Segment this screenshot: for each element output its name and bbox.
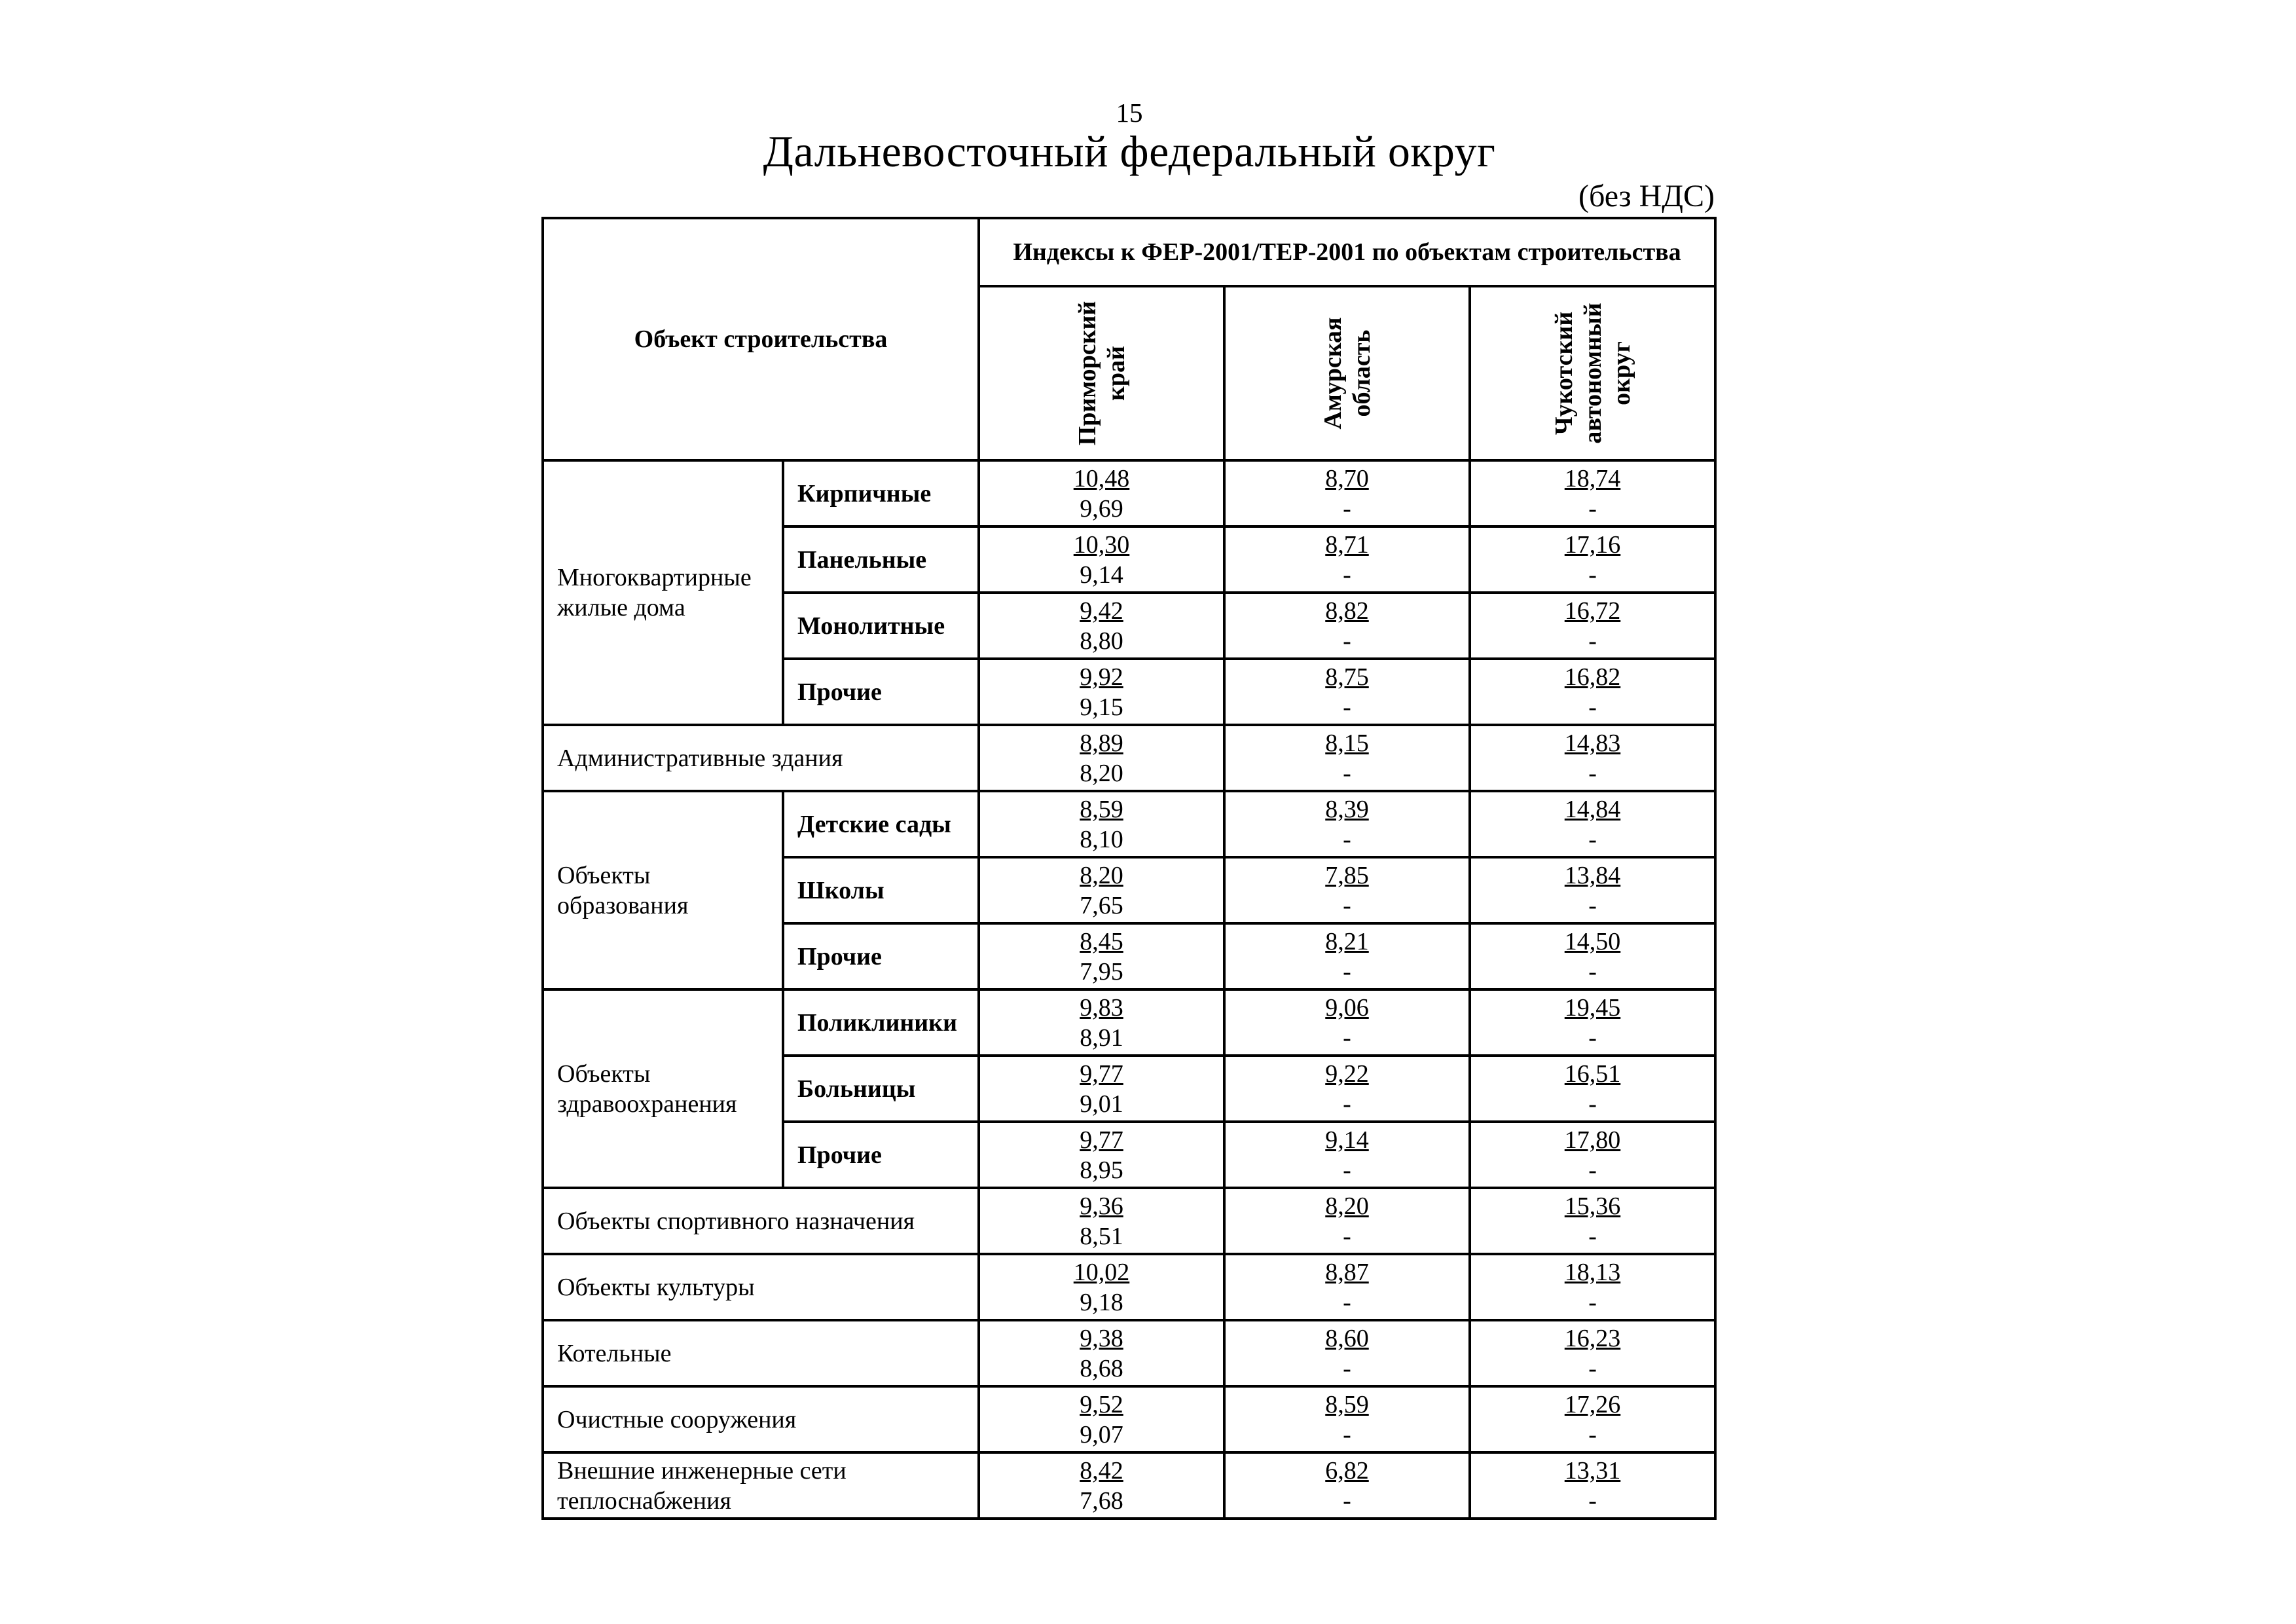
index-value-cell: [1470, 1320, 1715, 1386]
index-value-cell: [1224, 1452, 1470, 1519]
index-value-cell: [1470, 1056, 1715, 1122]
index-value-primary: 9,14: [1325, 1126, 1369, 1154]
object-label: Очистные сооружения: [543, 1386, 979, 1452]
index-value-cell: [979, 1056, 1224, 1122]
subtype-label: Панельные: [783, 526, 979, 593]
table-row: [543, 460, 1715, 526]
index-value-primary: 19,45: [1564, 993, 1621, 1022]
index-value-primary: 9,77: [1080, 1060, 1123, 1088]
index-value-primary: 14,84: [1564, 795, 1621, 823]
index-value-secondary: 8,68: [1080, 1354, 1123, 1382]
group-label: Объекты здравоохранения: [543, 989, 783, 1188]
index-value-primary: 8,21: [1325, 927, 1369, 955]
index-value-cell: [1224, 989, 1470, 1056]
index-value-secondary: 7,65: [1080, 891, 1123, 919]
index-value-cell: [979, 1188, 1224, 1254]
index-value-secondary: -: [1343, 1024, 1351, 1052]
index-value-primary: 10,30: [1073, 530, 1130, 559]
index-value-secondary: -: [1343, 1486, 1351, 1515]
index-value-cell: [1224, 923, 1470, 989]
index-value-cell: [1470, 1386, 1715, 1452]
index-value-cell: [1470, 923, 1715, 989]
index-value-primary: 8,71: [1325, 530, 1369, 559]
index-value-cell: [979, 593, 1224, 659]
index-value-cell: [979, 1386, 1224, 1452]
index-value-cell: [1224, 1254, 1470, 1320]
index-value-secondary: -: [1343, 627, 1351, 655]
index-value-cell: [979, 659, 1224, 725]
group-label: Объекты образования: [543, 791, 783, 989]
index-value-cell: [979, 526, 1224, 593]
table-row: [543, 725, 1715, 791]
index-value-primary: 8,45: [1080, 927, 1123, 955]
subtype-label: Школы: [783, 857, 979, 923]
index-value-primary: 8,15: [1325, 729, 1369, 757]
index-value-primary: 8,59: [1325, 1390, 1369, 1418]
index-value-secondary: -: [1588, 1420, 1597, 1449]
index-value-secondary: -: [1343, 1420, 1351, 1449]
header-row-top: [543, 218, 1715, 286]
index-value-secondary: 9,69: [1080, 494, 1123, 523]
index-value-secondary: -: [1588, 693, 1597, 721]
index-value-primary: 16,23: [1564, 1324, 1621, 1352]
index-value-primary: 13,31: [1564, 1456, 1621, 1485]
region-header: [1470, 286, 1715, 460]
index-value-secondary: -: [1343, 1090, 1351, 1118]
index-value-primary: 7,85: [1325, 861, 1369, 889]
index-value-primary: 17,16: [1564, 530, 1621, 559]
index-value-primary: 9,77: [1080, 1126, 1123, 1154]
index-value-primary: 14,50: [1564, 927, 1621, 955]
index-value-secondary: -: [1588, 1156, 1597, 1184]
index-value-primary: 9,38: [1080, 1324, 1123, 1352]
object-label: Объекты культуры: [543, 1254, 979, 1320]
subtype-label: Больницы: [783, 1056, 979, 1122]
index-value-secondary: 8,91: [1080, 1024, 1123, 1052]
index-value-cell: [1224, 593, 1470, 659]
index-value-secondary: 8,80: [1080, 627, 1123, 655]
index-value-cell: [1224, 725, 1470, 791]
index-value-cell: [979, 725, 1224, 791]
index-value-primary: 14,83: [1564, 729, 1621, 757]
index-value-cell: [1470, 857, 1715, 923]
index-value-primary: 8,87: [1325, 1258, 1369, 1286]
object-label: Объекты спортивного назначения: [543, 1188, 979, 1254]
index-value-secondary: -: [1588, 1090, 1597, 1118]
page-title: Дальневосточный федеральный округ: [763, 126, 1496, 176]
index-value-secondary: -: [1343, 1156, 1351, 1184]
index-value-primary: 8,75: [1325, 663, 1369, 691]
index-value-secondary: 7,68: [1080, 1486, 1123, 1515]
table-row: [543, 1386, 1715, 1452]
region-header: [1224, 286, 1470, 460]
index-value-primary: 18,74: [1564, 464, 1621, 492]
index-value-primary: 9,83: [1080, 993, 1123, 1022]
index-value-secondary: -: [1343, 825, 1351, 853]
index-value-primary: 8,89: [1080, 729, 1123, 757]
index-value-secondary: -: [1343, 759, 1351, 787]
index-value-secondary: -: [1588, 1222, 1597, 1250]
index-value-secondary: 9,01: [1080, 1090, 1123, 1118]
index-value-cell: [979, 989, 1224, 1056]
index-value-primary: 18,13: [1564, 1258, 1621, 1286]
index-value-secondary: -: [1588, 1024, 1597, 1052]
index-value-primary: 8,59: [1080, 795, 1123, 823]
index-value-secondary: -: [1588, 759, 1597, 787]
index-value-primary: 6,82: [1325, 1456, 1369, 1485]
index-value-cell: [979, 791, 1224, 857]
index-value-secondary: 8,51: [1080, 1222, 1123, 1250]
page-number: 15: [1116, 98, 1143, 128]
index-value-secondary: 7,95: [1080, 957, 1123, 986]
index-value-cell: [1224, 1320, 1470, 1386]
index-value-secondary: -: [1588, 825, 1597, 853]
object-label: Котельные: [543, 1320, 979, 1386]
table-row: [543, 791, 1715, 857]
index-value-secondary: -: [1588, 1288, 1597, 1316]
index-value-secondary: 9,15: [1080, 693, 1123, 721]
index-value-cell: [1224, 1122, 1470, 1188]
index-value-cell: [1224, 1188, 1470, 1254]
vat-note: (без НДС): [1578, 179, 1715, 213]
index-value-primary: 9,92: [1080, 663, 1123, 691]
index-value-secondary: -: [1343, 1222, 1351, 1250]
table-row: [543, 1320, 1715, 1386]
index-value-cell: [1470, 791, 1715, 857]
index-value-primary: 17,80: [1564, 1126, 1621, 1154]
object-label: Внешние инженерные сети теплоснабжения: [543, 1452, 979, 1519]
index-value-cell: [1470, 659, 1715, 725]
subtype-label: Монолитные: [783, 593, 979, 659]
index-value-secondary: -: [1588, 1354, 1597, 1382]
index-value-cell: [1470, 1188, 1715, 1254]
object-label: Административные здания: [543, 725, 979, 791]
index-value-secondary: -: [1343, 561, 1351, 589]
region-label: Чукотский автономный округ: [1550, 303, 1635, 444]
table-row: [543, 1254, 1715, 1320]
index-value-primary: 16,51: [1564, 1060, 1621, 1088]
index-value-cell: [979, 1122, 1224, 1188]
index-value-secondary: 9,07: [1080, 1420, 1123, 1449]
index-value-cell: [979, 460, 1224, 526]
index-value-cell: [1224, 526, 1470, 593]
region-header: [979, 286, 1224, 460]
index-value-cell: [1470, 593, 1715, 659]
index-value-primary: 13,84: [1564, 861, 1621, 889]
subtype-label: Кирпичные: [783, 460, 979, 526]
index-value-cell: [1224, 659, 1470, 725]
index-value-primary: 8,60: [1325, 1324, 1369, 1352]
table-row: [543, 1188, 1715, 1254]
index-value-cell: [1470, 460, 1715, 526]
index-value-secondary: -: [1588, 627, 1597, 655]
index-value-secondary: -: [1343, 957, 1351, 986]
index-value-secondary: -: [1343, 494, 1351, 523]
index-value-secondary: -: [1588, 891, 1597, 919]
subtype-label: Детские сады: [783, 791, 979, 857]
index-value-cell: [1224, 460, 1470, 526]
index-value-primary: 8,70: [1325, 464, 1369, 492]
index-value-primary: 8,39: [1325, 795, 1369, 823]
index-value-primary: 9,06: [1325, 993, 1369, 1022]
index-value-cell: [1470, 989, 1715, 1056]
index-value-primary: 17,26: [1564, 1390, 1621, 1418]
index-value-secondary: -: [1588, 957, 1597, 986]
index-table: [541, 217, 1717, 1520]
index-value-primary: 8,20: [1325, 1192, 1369, 1220]
table-body: [543, 460, 1715, 1519]
index-value-cell: [979, 857, 1224, 923]
index-value-secondary: -: [1588, 1486, 1597, 1515]
index-value-primary: 16,72: [1564, 597, 1621, 625]
index-value-cell: [1470, 1254, 1715, 1320]
table-row: [543, 989, 1715, 1056]
index-value-cell: [979, 1320, 1224, 1386]
index-value-cell: [1470, 1452, 1715, 1519]
index-value-secondary: 8,10: [1080, 825, 1123, 853]
table-row: [543, 1452, 1715, 1519]
index-value-cell: [979, 1452, 1224, 1519]
index-value-cell: [979, 923, 1224, 989]
index-value-secondary: -: [1343, 1288, 1351, 1316]
index-value-cell: [1470, 1122, 1715, 1188]
group-label: Многоквартирные жилые дома: [543, 460, 783, 725]
index-value-cell: [1224, 857, 1470, 923]
index-value-secondary: -: [1343, 1354, 1351, 1382]
index-value-secondary: 9,14: [1080, 561, 1123, 589]
index-group-header-label: Индексы к ФЕР-2001/ТЕР-2001 по объектам строительства: [1013, 238, 1681, 266]
index-value-primary: 9,42: [1080, 597, 1123, 625]
region-label: Амурская область: [1319, 317, 1376, 430]
index-value-secondary: -: [1343, 693, 1351, 721]
index-value-primary: 10,02: [1073, 1258, 1130, 1286]
index-value-primary: 8,82: [1325, 597, 1369, 625]
index-value-cell: [979, 1254, 1224, 1320]
index-value-cell: [1224, 1386, 1470, 1452]
subtype-label: Прочие: [783, 659, 979, 725]
index-value-secondary: 8,95: [1080, 1156, 1123, 1184]
index-value-cell: [1470, 725, 1715, 791]
index-value-cell: [1224, 791, 1470, 857]
index-value-primary: 16,82: [1564, 663, 1621, 691]
subtype-label: Прочие: [783, 1122, 979, 1188]
index-value-primary: 9,52: [1080, 1390, 1123, 1418]
index-value-secondary: 9,18: [1080, 1288, 1123, 1316]
index-value-cell: [1224, 1056, 1470, 1122]
index-value-primary: 9,22: [1325, 1060, 1369, 1088]
index-value-cell: [1470, 526, 1715, 593]
index-value-primary: 8,20: [1080, 861, 1123, 889]
index-value-primary: 15,36: [1564, 1192, 1621, 1220]
index-value-secondary: 8,20: [1080, 759, 1123, 787]
index-value-primary: 8,42: [1080, 1456, 1123, 1485]
index-group-header: [979, 218, 1715, 286]
region-label: Приморский край: [1073, 301, 1130, 446]
object-header-label: Объект строительства: [634, 325, 888, 353]
index-value-secondary: -: [1588, 494, 1597, 523]
index-value-secondary: -: [1343, 891, 1351, 919]
index-value-primary: 10,48: [1073, 464, 1130, 492]
subtype-label: Поликлиники: [783, 989, 979, 1056]
index-value-secondary: -: [1588, 561, 1597, 589]
index-value-primary: 9,36: [1080, 1192, 1123, 1220]
object-header: [543, 218, 979, 460]
subtype-label: Прочие: [783, 923, 979, 989]
